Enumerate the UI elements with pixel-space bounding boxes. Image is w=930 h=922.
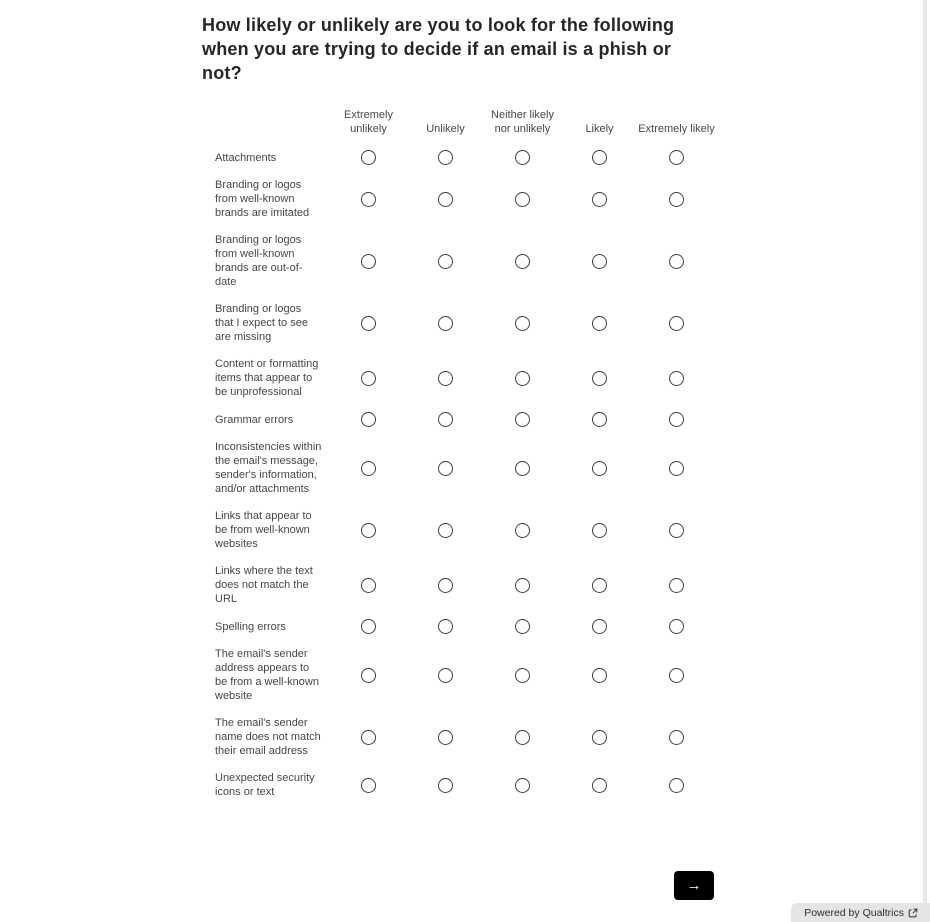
- matrix-cell: [330, 778, 407, 793]
- matrix-cell: [561, 461, 638, 476]
- powered-by-label: Powered by Qualtrics: [804, 906, 904, 919]
- matrix-cell: [407, 523, 484, 538]
- matrix-cell: [407, 254, 484, 269]
- matrix-cell: [407, 192, 484, 207]
- radio-option[interactable]: [438, 254, 453, 269]
- matrix-cell: [330, 578, 407, 593]
- matrix-row: [215, 716, 930, 758]
- matrix-row: [215, 233, 930, 289]
- matrix-cell: [407, 668, 484, 683]
- radio-option[interactable]: [515, 316, 530, 331]
- matrix-cell: [638, 523, 715, 538]
- matrix-cell: [407, 412, 484, 427]
- radio-option[interactable]: [592, 730, 607, 745]
- matrix-cell: [484, 523, 561, 538]
- matrix-row: [215, 509, 930, 551]
- question-title: How likely or unlikely are you to look for the following when you are trying to decide if an email is a phish or not?: [202, 15, 675, 83]
- radio-option[interactable]: [438, 461, 453, 476]
- radio-option[interactable]: [669, 778, 684, 793]
- radio-option[interactable]: [361, 778, 376, 793]
- radio-option[interactable]: [515, 150, 530, 165]
- matrix-cell: [484, 371, 561, 386]
- matrix-cell: [638, 461, 715, 476]
- matrix-cell: [484, 254, 561, 269]
- radio-option[interactable]: [438, 619, 453, 634]
- radio-option[interactable]: [515, 668, 530, 683]
- matrix-row: [215, 440, 930, 496]
- matrix-row: [215, 302, 930, 344]
- row-label: Grammar errors: [215, 413, 294, 426]
- matrix-cell: [561, 316, 638, 331]
- radio-option[interactable]: [669, 619, 684, 634]
- matrix-cell: [330, 730, 407, 745]
- radio-option[interactable]: [669, 523, 684, 538]
- matrix-row: [215, 412, 930, 427]
- radio-option[interactable]: [438, 192, 453, 207]
- radio-option[interactable]: [592, 412, 607, 427]
- matrix-cell: [407, 619, 484, 634]
- next-button[interactable]: [674, 871, 714, 900]
- radio-option[interactable]: [592, 461, 607, 476]
- radio-option[interactable]: [669, 578, 684, 593]
- matrix-cell: [638, 150, 715, 165]
- radio-option[interactable]: [515, 371, 530, 386]
- radio-option[interactable]: [515, 461, 530, 476]
- row-label: The email's sender address appears to be from a well-known website: [215, 648, 319, 702]
- matrix-cell: [638, 619, 715, 634]
- matrix-cell: [561, 412, 638, 427]
- matrix-cell: [484, 778, 561, 793]
- matrix-cell: [561, 150, 638, 165]
- radio-option[interactable]: [438, 730, 453, 745]
- matrix-cell: [330, 150, 407, 165]
- radio-option[interactable]: [515, 730, 530, 745]
- matrix-cell: [484, 578, 561, 593]
- matrix-cell: [638, 254, 715, 269]
- radio-option[interactable]: [361, 371, 376, 386]
- matrix-cell: [407, 730, 484, 745]
- row-label: Attachments: [215, 151, 277, 164]
- row-label: Branding or logos from well-known brands are out-of-date: [215, 234, 303, 288]
- matrix-cell: [638, 668, 715, 683]
- scrollbar-track[interactable]: [923, 0, 927, 922]
- matrix-cell: [484, 412, 561, 427]
- radio-option[interactable]: [361, 254, 376, 269]
- radio-option[interactable]: [361, 668, 376, 683]
- radio-option[interactable]: [592, 523, 607, 538]
- matrix-cell: [638, 412, 715, 427]
- radio-option[interactable]: [361, 523, 376, 538]
- radio-option[interactable]: [592, 619, 607, 634]
- matrix-cell: [484, 192, 561, 207]
- row-label: Links that appear to be from well-known websites: [215, 510, 312, 550]
- row-label: Branding or logos from well-known brands are imitated: [215, 179, 310, 219]
- matrix-cell: [561, 619, 638, 634]
- column-header-extremely-unlikely: Extremely unlikely: [344, 109, 393, 135]
- radio-option[interactable]: [515, 619, 530, 634]
- matrix-cell: [638, 778, 715, 793]
- radio-option[interactable]: [515, 523, 530, 538]
- matrix-cell: [638, 192, 715, 207]
- radio-option[interactable]: [438, 316, 453, 331]
- matrix-cell: [484, 461, 561, 476]
- matrix-cell: [561, 778, 638, 793]
- radio-option[interactable]: [438, 412, 453, 427]
- matrix-cell: [638, 371, 715, 386]
- matrix-cell: [330, 316, 407, 331]
- matrix-row: [215, 178, 930, 220]
- matrix-cell: [407, 578, 484, 593]
- matrix-cell: [638, 730, 715, 745]
- matrix-row: [215, 771, 930, 799]
- matrix-cell: [407, 150, 484, 165]
- matrix-cell: [330, 461, 407, 476]
- radio-option[interactable]: [669, 668, 684, 683]
- radio-option[interactable]: [592, 254, 607, 269]
- radio-option[interactable]: [669, 412, 684, 427]
- matrix-cell: [330, 254, 407, 269]
- matrix-rows: [215, 150, 930, 799]
- matrix-cell: [484, 150, 561, 165]
- column-header-extremely-likely: Extremely likely: [638, 123, 715, 135]
- matrix-cell: [638, 578, 715, 593]
- radio-option[interactable]: [361, 316, 376, 331]
- row-label: Content or formatting items that appear to be unprofessional: [215, 358, 319, 398]
- radio-option[interactable]: [592, 778, 607, 793]
- matrix-cell: [330, 371, 407, 386]
- matrix-cell: [561, 371, 638, 386]
- radio-option[interactable]: [515, 778, 530, 793]
- radio-option[interactable]: [361, 619, 376, 634]
- row-label: Unexpected security icons or text: [215, 772, 315, 798]
- radio-option[interactable]: [669, 371, 684, 386]
- powered-by-qualtrics-badge[interactable]: [791, 903, 930, 922]
- radio-option[interactable]: [361, 461, 376, 476]
- matrix-cell: [561, 578, 638, 593]
- right-arrow-icon: →: [686, 877, 702, 894]
- radio-option[interactable]: [438, 523, 453, 538]
- column-header-unlikely: Unlikely: [426, 123, 465, 135]
- radio-option[interactable]: [669, 316, 684, 331]
- radio-option[interactable]: [438, 778, 453, 793]
- matrix-header: [215, 108, 930, 136]
- radio-option[interactable]: [515, 578, 530, 593]
- radio-option[interactable]: [361, 412, 376, 427]
- radio-option[interactable]: [438, 150, 453, 165]
- matrix-cell: [407, 461, 484, 476]
- radio-option[interactable]: [592, 316, 607, 331]
- radio-option[interactable]: [592, 578, 607, 593]
- matrix-cell: [330, 523, 407, 538]
- radio-option[interactable]: [669, 254, 684, 269]
- column-header-neither: Neither likely nor unlikely: [491, 109, 554, 135]
- matrix-cell: [561, 730, 638, 745]
- matrix-row: [215, 564, 930, 606]
- radio-option[interactable]: [361, 730, 376, 745]
- radio-option[interactable]: [669, 192, 684, 207]
- likert-matrix: [215, 108, 930, 799]
- radio-option[interactable]: [515, 254, 530, 269]
- matrix-cell: [484, 619, 561, 634]
- matrix-cell: [407, 371, 484, 386]
- radio-option[interactable]: [592, 371, 607, 386]
- matrix-cell: [484, 730, 561, 745]
- row-label: Links where the text does not match the URL: [215, 565, 313, 605]
- radio-option[interactable]: [361, 150, 376, 165]
- radio-option[interactable]: [515, 192, 530, 207]
- matrix-cell: [330, 412, 407, 427]
- matrix-cell: [561, 254, 638, 269]
- radio-option[interactable]: [592, 150, 607, 165]
- column-header-likely: Likely: [585, 123, 614, 135]
- matrix-row: [215, 357, 930, 399]
- radio-option[interactable]: [592, 192, 607, 207]
- radio-option[interactable]: [361, 578, 376, 593]
- radio-option[interactable]: [515, 412, 530, 427]
- matrix-row: [215, 647, 930, 703]
- row-label: Spelling errors: [215, 620, 286, 633]
- matrix-cell: [638, 316, 715, 331]
- radio-option[interactable]: [669, 730, 684, 745]
- matrix-cell: [330, 619, 407, 634]
- external-link-icon: [908, 908, 918, 918]
- matrix-cell: [561, 668, 638, 683]
- radio-option[interactable]: [361, 192, 376, 207]
- row-label: Branding or logos that I expect to see are missing: [215, 303, 308, 343]
- matrix-cell: [484, 668, 561, 683]
- row-label: Inconsistencies within the email's message, sender's information, and/or attachments: [215, 441, 322, 495]
- radio-option[interactable]: [438, 578, 453, 593]
- row-label: The email's sender name does not match their email address: [215, 717, 321, 757]
- matrix-row: [215, 619, 930, 634]
- radio-option[interactable]: [669, 150, 684, 165]
- matrix-cell: [407, 316, 484, 331]
- radio-option[interactable]: [438, 371, 453, 386]
- matrix-cell: [561, 192, 638, 207]
- matrix-cell: [407, 778, 484, 793]
- matrix-cell: [330, 192, 407, 207]
- matrix-row: [215, 150, 930, 165]
- radio-option[interactable]: [592, 668, 607, 683]
- matrix-cell: [484, 316, 561, 331]
- radio-option[interactable]: [438, 668, 453, 683]
- radio-option[interactable]: [669, 461, 684, 476]
- matrix-cell: [330, 668, 407, 683]
- matrix-cell: [561, 523, 638, 538]
